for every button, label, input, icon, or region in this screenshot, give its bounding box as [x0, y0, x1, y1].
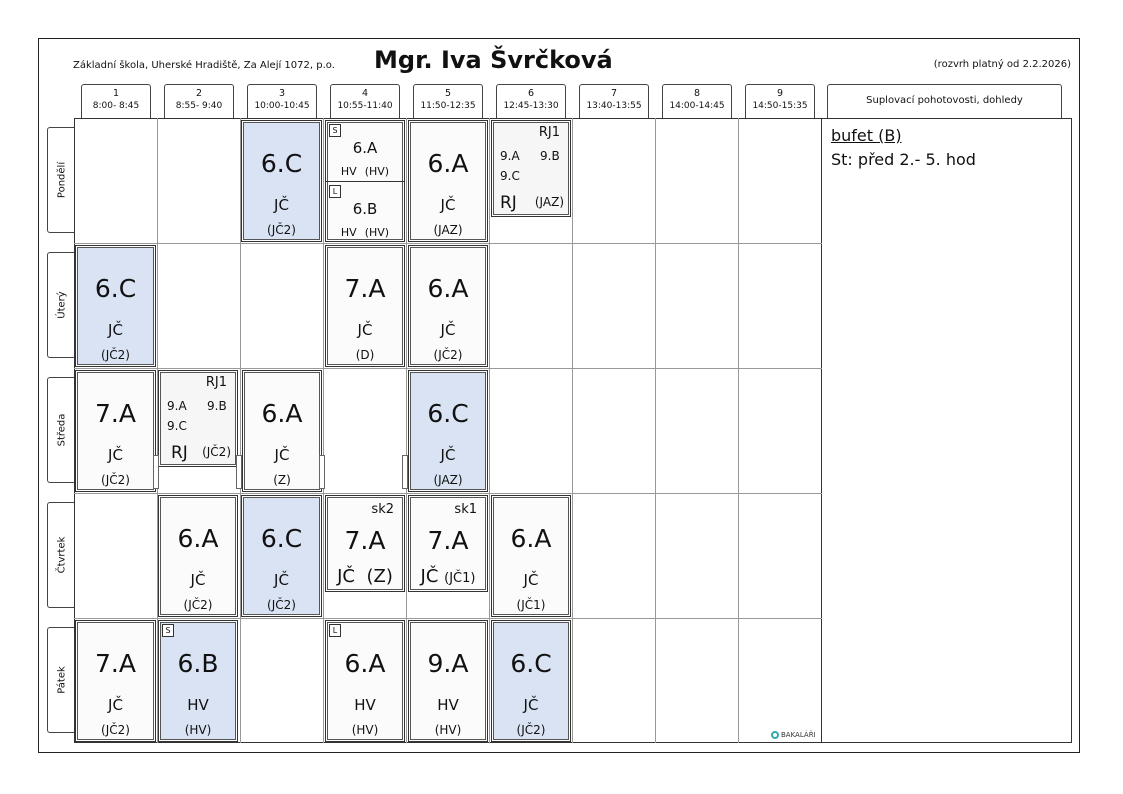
lesson-class: 6.A: [344, 649, 386, 678]
grid-line: [74, 493, 822, 494]
lesson-class: 6.A: [177, 524, 219, 553]
lesson-half-s[interactable]: [326, 121, 404, 181]
school-name: Základní škola, Uherské Hradiště, Za Alejí 1072, p.o.: [73, 60, 335, 71]
break-marker: [319, 455, 325, 489]
group-label: RJ1: [205, 375, 227, 390]
lesson-subject: JČ: [274, 196, 289, 214]
lesson-subject: HV: [187, 696, 209, 714]
lesson-subject: JČ: [420, 566, 439, 587]
lesson-room: (JČ2): [516, 723, 546, 737]
grid-line: [821, 118, 822, 743]
lesson-class: 6.B: [352, 200, 378, 218]
period-header-6: 6 12:45-13:30: [496, 84, 566, 118]
break-marker: [153, 455, 159, 489]
period-header-4: 4 10:55-11:40: [330, 84, 400, 118]
bakalari-logo: BAKALÁŘI: [771, 731, 816, 739]
class-label: 9.A: [167, 399, 187, 413]
grid-line: [572, 118, 573, 743]
lesson-room: (JČ2): [202, 445, 231, 459]
lesson-fri-p6[interactable]: [491, 620, 571, 742]
lesson-fri-p5[interactable]: [408, 620, 488, 742]
lesson-class: 6.A: [427, 149, 469, 178]
grid-line: [74, 368, 822, 369]
lesson-class: 7.A: [95, 399, 136, 428]
lesson-room: (JČ2): [267, 598, 296, 612]
lesson-subject: JČ: [440, 321, 456, 339]
grid-line: [74, 243, 822, 244]
lesson-mon-p4-split[interactable]: [325, 120, 405, 242]
lesson-room: (JČ2): [101, 723, 130, 737]
class-label: 9.B: [540, 149, 560, 163]
lesson-room: (JČ2): [101, 473, 130, 487]
lesson-class: 6.C: [260, 524, 303, 553]
lesson-room: (JAZ): [433, 473, 463, 487]
lesson-thu-p3[interactable]: [241, 495, 322, 617]
lesson-class: 7.A: [95, 649, 136, 678]
lesson-subject: JČ: [108, 446, 123, 464]
lesson-subject: JČ: [523, 696, 539, 714]
period-header-2: 2 8:55- 9:40: [164, 84, 234, 118]
lesson-room: (JČ2): [101, 348, 130, 362]
lesson-subject: JČ: [523, 571, 539, 589]
note-duty: St: před 2.- 5. hod: [831, 150, 976, 169]
lesson-room: (JČ2): [433, 348, 463, 362]
lesson-room: (HV): [364, 226, 390, 239]
lesson-class: 6.A: [510, 524, 552, 553]
lesson-class: 6.A: [427, 274, 469, 303]
lesson-thu-p4[interactable]: [325, 495, 405, 592]
note-bufet: bufet (B): [831, 126, 902, 145]
logo-icon: [771, 731, 779, 739]
group-label: sk1: [454, 502, 477, 517]
grid-line: [323, 118, 324, 743]
s-tag: S: [162, 624, 174, 637]
grid-line: [74, 618, 822, 619]
lesson-class: 6.A: [352, 139, 378, 157]
day-header-tuesday: Úterý: [47, 252, 75, 358]
day-header-friday: Pátek: [47, 627, 75, 733]
lesson-fri-p1[interactable]: [75, 620, 156, 742]
lesson-subject: JČ: [108, 321, 123, 339]
validity-date: (rozvrh platný od 2.2.2026): [933, 59, 1071, 70]
lesson-thu-p2[interactable]: [158, 495, 238, 617]
lesson-room: (HV): [364, 165, 390, 178]
lesson-class: 6.C: [427, 399, 469, 428]
day-header-thursday: Čtvrtek: [47, 502, 75, 608]
lesson-subject: JČ: [274, 446, 290, 464]
lesson-room: (D): [355, 348, 375, 362]
lesson-room: (Z): [366, 566, 393, 587]
grid-line: [655, 118, 656, 743]
lesson-class: 7.A: [427, 526, 469, 555]
break-marker: [402, 455, 408, 489]
day-header-wednesday: Středa: [47, 377, 75, 483]
lesson-subject: RJ: [171, 443, 188, 463]
lesson-room: (JČ2): [267, 223, 296, 237]
group-label: RJ1: [538, 125, 560, 140]
lesson-mon-p3[interactable]: [241, 120, 322, 242]
lesson-thu-p5[interactable]: [408, 495, 488, 592]
lesson-room: (JČ1): [444, 571, 476, 586]
lesson-room: (JČ2): [183, 598, 213, 612]
lesson-room: (HV): [351, 723, 379, 737]
break-marker: [236, 455, 242, 489]
period-header-8: 8 14:00-14:45: [662, 84, 732, 118]
lesson-class: 6.C: [510, 649, 552, 678]
lesson-subject: RJ: [500, 193, 517, 213]
grid-line: [406, 118, 407, 743]
lesson-wed-p3[interactable]: [242, 370, 322, 492]
grid-line: [489, 118, 490, 743]
lesson-tue-p4[interactable]: [325, 245, 405, 367]
lesson-class: 6.B: [177, 649, 219, 678]
lesson-subject: JČ: [440, 196, 456, 214]
period-header-3: 3 10:00-10:45: [247, 84, 317, 118]
class-label: 9.A: [500, 149, 520, 163]
period-header-5: 5 11:50-12:35: [413, 84, 483, 118]
lesson-tue-p1[interactable]: [75, 245, 156, 367]
class-label: 9.C: [167, 419, 187, 433]
lesson-half-l[interactable]: [326, 182, 404, 242]
lesson-mon-p5[interactable]: [408, 120, 488, 242]
grid-line: [738, 118, 739, 743]
lesson-tue-p5[interactable]: [408, 245, 488, 367]
group-label: sk2: [371, 502, 394, 517]
lesson-room: (JČ1): [516, 598, 546, 612]
lesson-subject: JČ: [274, 571, 289, 589]
lesson-subject: HV: [437, 696, 459, 714]
lesson-room: (HV): [434, 723, 462, 737]
teacher-name: Mgr. Iva Švrčková: [374, 46, 613, 74]
lesson-wed-p5[interactable]: [408, 370, 488, 492]
class-label: 9.C: [500, 169, 520, 183]
s-tag: S: [329, 124, 341, 137]
lesson-class: 7.A: [344, 274, 386, 303]
lesson-class: 7.A: [344, 526, 386, 555]
lesson-room: (JAZ): [433, 223, 463, 237]
lesson-room: (JAZ): [534, 195, 564, 209]
lesson-class: 6.C: [260, 149, 303, 178]
lesson-subject: JČ: [357, 321, 373, 339]
lesson-fri-p2[interactable]: [158, 620, 238, 742]
lesson-fri-p4[interactable]: [325, 620, 405, 742]
period-header-9: 9 14:50-15:35: [745, 84, 815, 118]
notes-header: Suplovací pohotovosti, dohledy: [827, 84, 1062, 118]
lesson-thu-p6[interactable]: [491, 495, 571, 617]
lesson-class: 6.A: [261, 399, 303, 428]
class-label: 9.B: [207, 399, 227, 413]
lesson-class: 9.A: [427, 649, 469, 678]
lesson-wed-p2[interactable]: [158, 370, 238, 467]
lesson-subject: JČ: [190, 571, 206, 589]
lesson-wed-p1[interactable]: [75, 370, 156, 492]
lesson-subject: HV: [340, 165, 357, 178]
lesson-subject: JČ: [440, 446, 456, 464]
lesson-subject: JČ: [108, 696, 123, 714]
lesson-subject: HV: [340, 226, 357, 239]
lesson-room: (Z): [273, 473, 291, 487]
lesson-mon-p6[interactable]: [491, 120, 571, 217]
lesson-subject: JČ: [337, 566, 356, 587]
lesson-subject: HV: [354, 696, 376, 714]
lesson-class: 6.C: [94, 274, 137, 303]
period-header-7: 7 13:40-13:55: [579, 84, 649, 118]
day-header-monday: Pondělí: [47, 127, 75, 233]
l-tag: L: [329, 185, 341, 198]
l-tag: L: [329, 624, 341, 637]
period-header-1: 1 8:00- 8:45: [81, 84, 151, 118]
lesson-room: (HV): [184, 723, 212, 737]
